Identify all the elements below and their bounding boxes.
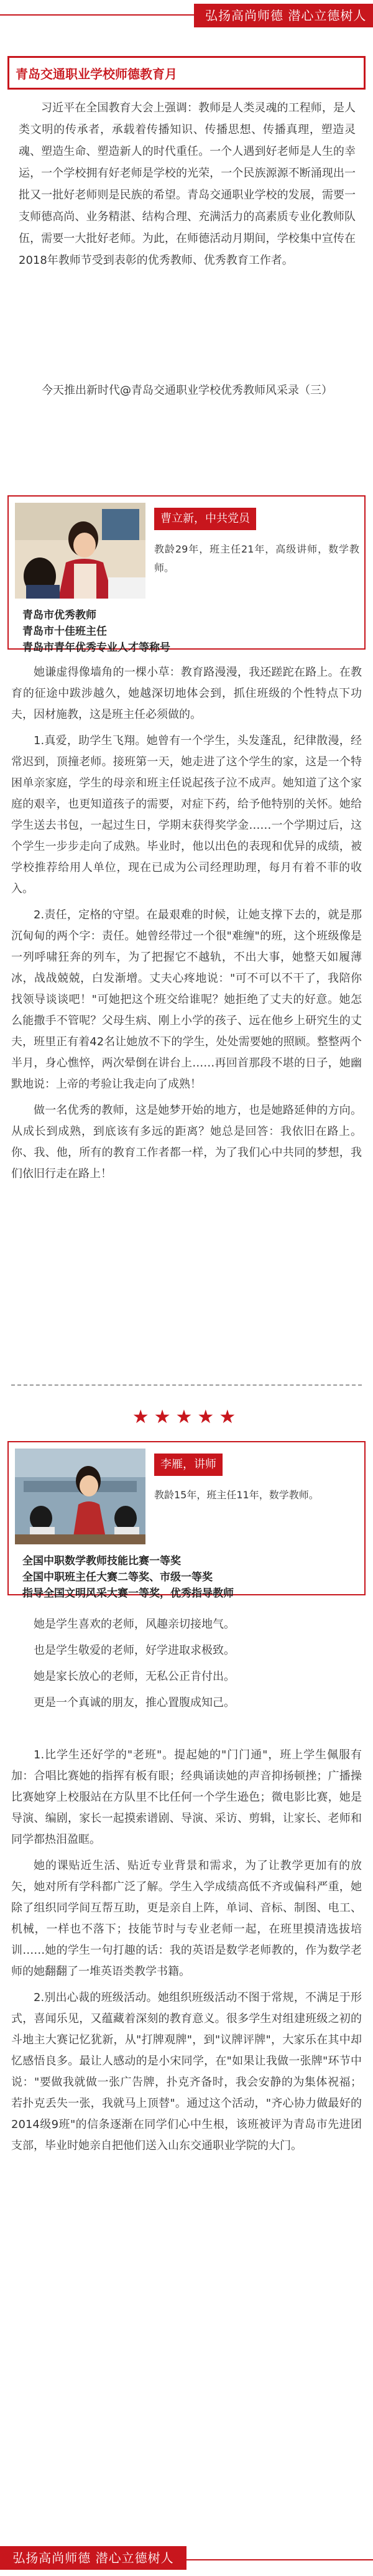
story-paragraph: 2.责任，定格的守望。在最艰难的时候，让她支撑下去的，就是那沉甸甸的两个字：责任。她曾经带过一个很"难缠"的班，这个班级像是一列呼啸狂奔的列车，为了把握它不越轨，不出大事，她整天如履薄冰，战战兢兢，白发渐增。丈夫心疼地说："可不可以不干了，我陪你找领导谈谈吧！"可她把这个班交给谁呢？她拒绝了丈夫的好意。她怎么能撒手不管呢？父母生病、刚上小学的孩子、远在他乡上研究生的丈夫，班里正有着42名让她放不下的学生，处处需要她的照顾。整整两个半月，身心憔悴，两次晕倒在讲台上……再回首那段不堪的日子，她幽默地说：上帝的考验让我走向了成熟！ <box>11 908 362 1091</box>
teacher2-story <box>11 1745 362 2157</box>
story-paragraph: 她谦虚得像墙角的一棵小草：教育路漫漫，我还蹉跎在路上。在教育的征途中跋涉越久，她越深切地体会到，抓住班级的个性特点下功夫，因材施教，这是班主任必须做的。 <box>11 666 362 721</box>
honor-item: 全国中职班主任大赛二等奖、市级一等奖 <box>22 1571 213 1584</box>
header-bar <box>0 0 373 35</box>
story-paragraph: 2.别出心裁的班级活动。她组织班级活动不图于常规，不满足于形式，喜闻乐见，又蕴藏着深刻的教育意义。很多学生对组建班级之初的斗地主大赛记忆犹新，从"打牌观牌"，到"议牌评牌"，大家乐在其中却忆感悟良多。最让人感动的是小宋同学，在"如果让我做一张牌"环节中说："要做我就做一张广告牌，扑克齐备时，我会安静的为集体祝福；若扑克丢失一张，我就马上顶替"。通过这个活动，"齐心协力做最好的2014级9班"的信条逐渐在同学们心中生根，该班被评为青岛市先进团支部，毕业时她亲自把他们送入山东交通职业学院的大门。 <box>11 1991 362 2152</box>
poem-line: 也是学生敬爱的老师，好学进取求极致。 <box>34 1644 235 1657</box>
honor-item: 指导全国文明风采大赛一等奖，优秀指导教师 <box>22 1587 234 1600</box>
intro-paragraph: 习近平在全国教育大会上强调：教师是人类灵魂的工程师，是人类文明的传承者，承载着传播知识、传播思想、传播真理，塑造灵魂、塑造生命、塑造新人的时代重任。一个人遇到好老师是人生的幸运，一个学校拥有好老师是学校的光荣，一个民族源源不断涌现出一批又一批好老师则是民族的希望。青岛交通职业学校的发展，需要一支师德高尚、业务精湛、结构合理、充满活力的高素质专业化教师队伍，需要一大批好老师。为此，在师德活动月期间，学校集中宣传在2018年教师节受到表彰的优秀教师、优秀教育工作者。 <box>19 101 356 267</box>
teacher2-poem <box>11 1614 362 1714</box>
story-paragraph: 做一名优秀的教师，这是她梦开始的地方，也是她路延伸的方向。从成长到成熟，到底该有多远的距离？她总是回答：我依旧在路上。你、我、他，所有的教育工作者都一样，为了我们心中共同的梦想，我们依旧行走在路上！ <box>11 1104 362 1180</box>
teacher-name-badge: 李雁，讲师 <box>154 1454 223 1476</box>
honor-item: 青岛市优秀教师 <box>22 609 96 622</box>
honor-item: 青岛市青年优秀专业人才等称号 <box>22 642 170 654</box>
footer-slogan: 弘扬高尚师德 潜心立德树人 <box>0 2546 186 2570</box>
teacher-card-li <box>7 1441 366 1600</box>
teacher-honors <box>22 1553 358 1602</box>
section-divider <box>11 1384 362 1391</box>
teacher-name-badge: 曹立新，中共党员 <box>154 508 256 530</box>
intro-closing: 今天推出新时代@青岛交通职业学校优秀教师风采录（三） <box>42 384 333 397</box>
story-paragraph: 她的课贴近生活、贴近专业背景和需求，为了让教学更加有的放矢，她对所有学科都广泛了解。学生入学成绩高低不齐或偏科严重，她除了组织同学间互帮互助，更是亲自上阵，单词、音标、制图、电工、机械，一样也不落下；技能节时与专业老师一起，在班里摸清选拔培训……她的学生一句打趣的话：我的英语是数学老师教的，作为数学老师的她翻翻了一堆英语类教学书籍。 <box>11 1859 362 1978</box>
teacher-honors <box>22 607 358 656</box>
teacher-photo <box>15 503 145 599</box>
teacher-card-cao <box>7 495 366 654</box>
teacher-profile: 教龄15年，班主任11年，数学教师。 <box>154 1489 319 1501</box>
poem-line: 她是学生喜欢的老师，风趣亲切接地气。 <box>34 1618 235 1631</box>
teacher1-story <box>11 662 362 1185</box>
story-paragraph: 1.比学生还好学的"老班"。提起她的"门门通"，班上学生佩服有加：合唱比赛她的指挥有板有眼；经典诵读她的声音抑扬顿挫；广播操比赛她穿上校服站在方队里不比任何一个学生逊色；微电影比赛，她是导演、编剧，家长一起摸索谱剧、导演、采访、剪辑，让家长、老师和同学都热泪盈眶。 <box>11 1748 362 1846</box>
teacher-photo <box>15 1449 145 1544</box>
header-slogan: 弘扬高尚师德 潜心立德树人 <box>194 4 373 27</box>
star-divider: ★★★★★ <box>132 1406 241 1428</box>
honor-item: 青岛市十佳班主任 <box>22 625 107 638</box>
honor-item: 全国中职数学教师技能比赛一等奖 <box>22 1555 181 1567</box>
story-paragraph: 1.真爱，助学生飞翔。她曾有一个学生，头发蓬乱，纪律散漫，经常迟到，顶撞老师。接班第一天，她走进了这个学生的家，这是一个特困单亲家庭，学生的母亲和班主任说起孩子泣不成声。她知道了这个家庭的艰辛，也更知道孩子的需要，对症下药，给予他特别的关怀。她给学生送去书包，一起过生日，学期末获得奖学金……一个学期过后，这个学生一步步走向了成熟。毕业时，他以出色的表现和优异的成绩，被学校推荐给用人单位，现在已成为公司经理助理，每月有着不菲的收入。 <box>11 734 362 895</box>
intro-title: 青岛交通职业学校师德教育月 <box>7 56 366 90</box>
teacher-profile: 教龄29年，班主任21年，高级讲师，数学教师。 <box>154 543 359 574</box>
poem-line: 更是一个真诚的朋友，推心置腹成知己。 <box>34 1696 235 1709</box>
footer-bar <box>0 2542 373 2576</box>
poem-line: 她是家长放心的老师，无私公正肯付出。 <box>34 1670 235 1683</box>
